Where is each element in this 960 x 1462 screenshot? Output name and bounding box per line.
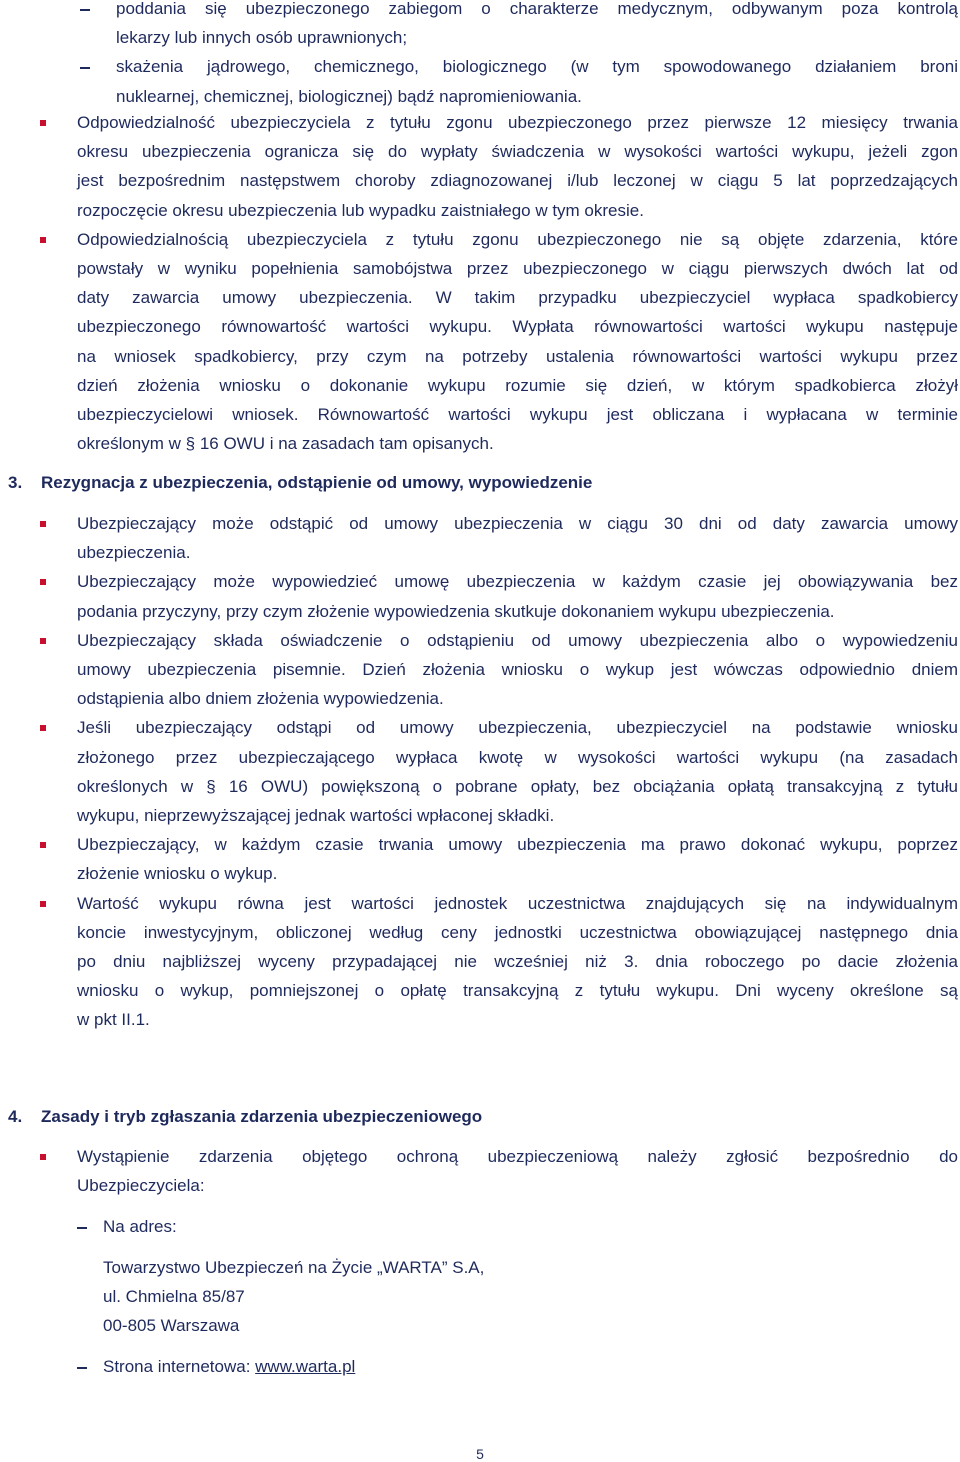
address-line: 00-805 Warszawa [103,1316,240,1336]
dash-item-line: poddania się ubezpieczonego zabiegom o charakterze medycznym, odbywanym poza kontrolą [116,0,958,18]
square-bullet-icon [40,521,46,527]
dash-bullet-icon [80,9,90,11]
square-bullet-icon [40,1154,46,1160]
bullet-item-line: w pkt II.1. [77,1010,150,1030]
bullet-item-line: Wartość wykupu równa jest wartości jednostek uczestnictwa znajdujących się na indywidualnym [77,893,958,913]
address-label: Na adres: [103,1217,177,1236]
page-number: 5 [476,1446,484,1462]
square-bullet-icon [40,120,46,126]
square-bullet-icon [40,237,46,243]
dash-bullet-icon [77,1227,87,1229]
bullet-item-line: rozpoczęcie okresu ubezpieczenia lub wypadku zaistniałego w tym okresie. [77,200,644,220]
square-bullet-icon [40,842,46,848]
address-line: Towarzystwo Ubezpieczeń na Życie „WARTA” S.A, [103,1258,485,1277]
dash-item-line: nuklearnej, chemicznej, biologicznej) bądź napromieniowania. [116,86,582,106]
section-number: 3. [8,473,23,492]
bullet-item-line: Wystąpienie zdarzenia objętego ochroną ubezpieczeniową należy zgłosić bezpośrednio do [77,1147,958,1166]
bullet-item-line: ubezpieczonego równowartość wartości wykupu. Wypłata równowartości wartości wykupu następuje [77,317,958,337]
bullet-item-line: Ubezpieczający może wypowiedzieć umowę ubezpieczenia w każdym czasie jej obowiązywania bez [77,572,958,592]
bullet-item-line: określonym w § 16 OWU i na zasadach tam opisanych. [77,434,494,454]
bullet-item-line: na wniosek spadkobiercy, przy czym na potrzeby ustalenia równowartości wartości wykupu przez [77,346,958,366]
bullet-item-line: powstały w wyniku popełnienia samobójstwa przez ubezpieczonego w ciągu pierwszych dwóch lat od [77,259,958,278]
square-bullet-icon [40,901,46,907]
bullet-item-line: jest bezpośrednim następstwem choroby zdiagnozowanej i/lub leczonej w ciągu 5 lat poprzedzających [77,171,958,191]
bullet-item-line: podania przyczyny, przy czym złożenie wypowiedzenia skutkuje dokonaniem wykupu ubezpieczenia. [77,601,835,621]
website-row [103,1356,355,1378]
bullet-item-line: dzień złożenia wniosku o dokonanie wykupu rozumie się dzień, w którym spadkobierca złożył [77,375,958,395]
address-line: ul. Chmielna 85/87 [103,1287,245,1307]
bullet-item-line: Ubezpieczający, w każdym czasie trwania umowy ubezpieczenia ma prawo dokonać wykupu, poprzez [77,835,958,855]
bullet-item-line: okresu ubezpieczenia ogranicza się do wypłaty świadczenia w wysokości wartości wykupu, jeżeli zgon [77,142,958,162]
section-number: 4. [8,1107,23,1126]
bullet-item-line: daty zawarcia umowy ubezpieczenia. W takim przypadku ubezpieczyciel wypłaca spadkobiercy [77,288,958,308]
bullet-item-line: ubezpieczycielowi wniosek. Równowartość wartości wykupu jest obliczana i wypłacana w terminie [77,405,958,424]
dash-item-line: skażenia jądrowego, chemicznego, biologicznego (w tym spowodowanego działaniem broni [116,57,958,77]
bullet-item-line: wniosku o wykup, pomniejszonej o opłatę transakcyjną z tytułu wykupu. Dni wyceny określone są [77,981,958,1001]
bullet-item-line: Ubezpieczający składa oświadczenie o odstąpieniu od umowy ubezpieczenia albo o wypowiedzeniu [77,630,958,650]
square-bullet-icon [40,579,46,585]
bullet-item-line: Jeśli ubezpieczający odstąpi od umowy ubezpieczenia, ubezpieczyciel na podstawie wniosku [77,718,958,738]
bullet-item-line: umowy ubezpieczenia pisemnie. Dzień złożenia wniosku o wykup jest wówczas odpowiednio dniem [77,660,958,679]
bullet-item-line: po dniu najbliższej wyceny przypadającej nie wcześniej niż 3. dnia roboczego po dacie złożenia [77,952,958,971]
bullet-item-line: określonych w § 16 OWU) powiększoną o pobrane opłaty, bez obciążania opłatą transakcyjną z tytułu [77,776,958,796]
bullet-item-line: Odpowiedzialność ubezpieczyciela z tytułu zgonu ubezpieczonego przez pierwsze 12 miesięcy trwania [77,113,958,132]
bullet-item-line: wykupu, nieprzewyższającej jednak wartości wpłaconej składki. [77,806,555,825]
bullet-item-line: ubezpieczenia. [77,543,191,563]
dash-bullet-icon [80,67,90,69]
bullet-item-line: złożenie wniosku o wykup. [77,864,278,884]
website-link[interactable]: www.warta.pl [255,1357,356,1376]
section-heading: Rezygnacja z ubezpieczenia, odstąpienie od umowy, wypowiedzenie [41,473,593,492]
bullet-item-line: złożonego przez ubezpieczającego wypłaca kwotę w wysokości wartości wykupu (na zasadach [77,747,958,767]
dash-item-line: lekarzy lub innych osób uprawnionych; [116,28,408,48]
dash-bullet-icon [77,1367,87,1369]
square-bullet-icon [40,725,46,731]
bullet-item-line: Odpowiedzialnością ubezpieczyciela z tytułu zgonu ubezpieczonego nie są objęte zdarzenia, które [77,229,958,249]
bullet-item-line: odstąpienia albo dniem złożenia wypowiedzenia. [77,689,444,709]
bullet-item-line: Ubezpieczyciela: [77,1176,205,1196]
section-heading: Zasady i tryb zgłaszania zdarzenia ubezpieczeniowego [41,1107,483,1126]
square-bullet-icon [40,638,46,644]
bullet-item-line: Ubezpieczający może odstąpić od umowy ubezpieczenia w ciągu 30 dni od daty zawarcia umowy [77,514,958,533]
website-label: Strona internetowa: [103,1357,256,1376]
bullet-item-line: koncie inwestycyjnym, obliczonej według ceny jednostki uczestnictwa obowiązującej następnego dnia [77,922,958,942]
